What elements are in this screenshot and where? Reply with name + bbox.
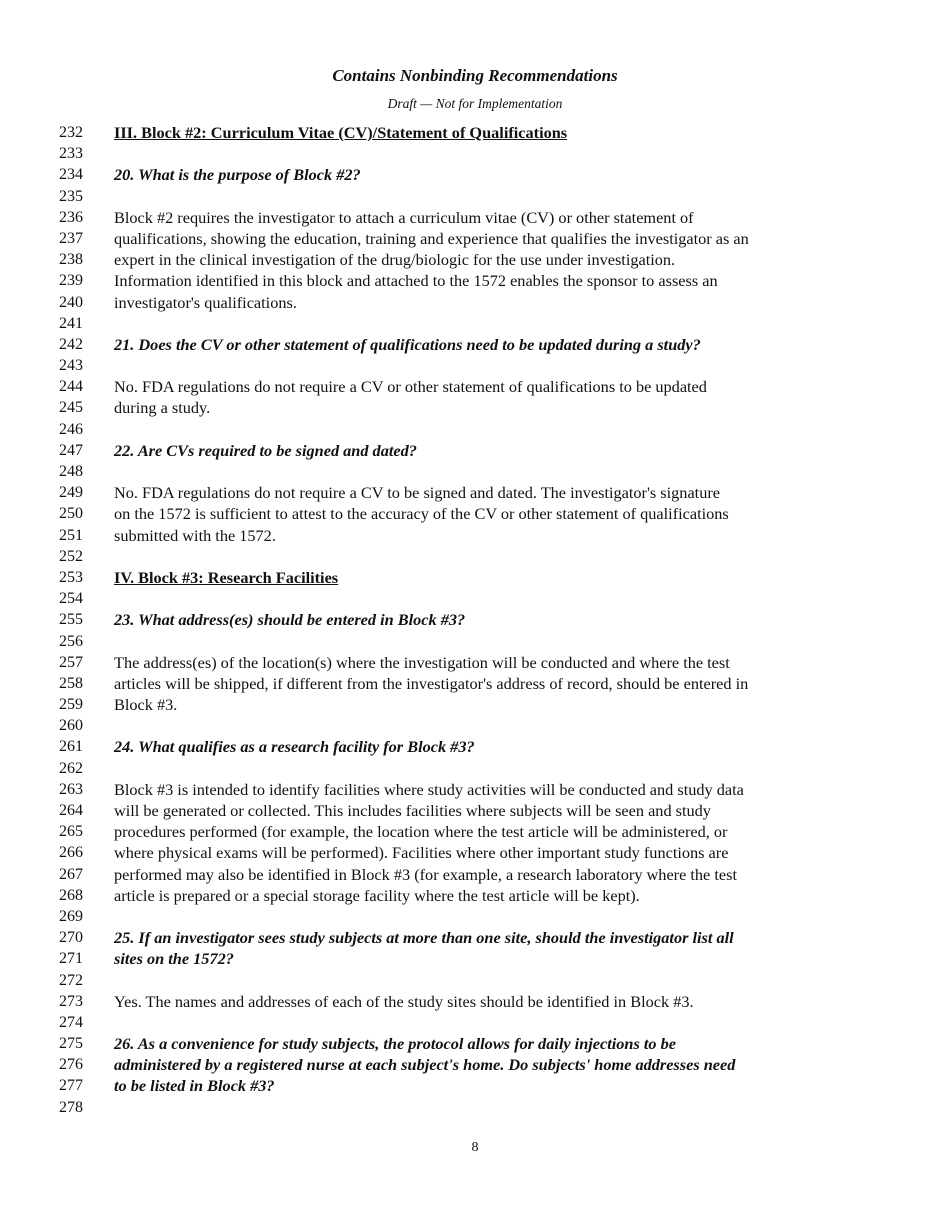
- line-number: 247: [59, 441, 83, 459]
- line-number: 260: [59, 717, 83, 735]
- body-text: investigator's qualifications.: [114, 292, 297, 312]
- line-number: 246: [59, 420, 83, 438]
- document-line: [0, 673, 950, 694]
- question-text: to be listed in Block #3?: [114, 1076, 275, 1096]
- line-number: 241: [59, 314, 83, 332]
- line-number: 255: [59, 611, 83, 629]
- document-line: [0, 440, 950, 461]
- document-line: [0, 419, 950, 440]
- line-number: 259: [59, 696, 83, 714]
- section-heading: III. Block #2: Curriculum Vitae (CV)/Statement of Qualifications: [114, 123, 568, 142]
- document-line: [0, 1033, 950, 1054]
- document-line: [0, 842, 950, 863]
- body-text: during a study.: [114, 398, 211, 418]
- line-number: 266: [59, 844, 83, 862]
- line-number: 273: [59, 992, 83, 1010]
- line-number: 254: [59, 590, 83, 608]
- line-number: 234: [59, 166, 83, 184]
- line-number: 262: [59, 759, 83, 777]
- document-line: [0, 270, 950, 291]
- line-number: 258: [59, 674, 83, 692]
- body-text: article is prepared or a special storage facility where the test article will be kept).: [114, 885, 640, 905]
- document-line: [0, 143, 950, 164]
- question-text: administered by a registered nurse at each subject's home. Do subjects' home addresses need: [114, 1055, 736, 1075]
- section-heading: IV. Block #3: Research Facilities: [114, 567, 339, 587]
- line-number: 242: [59, 335, 83, 353]
- line-number: 237: [59, 229, 83, 247]
- document-line: [0, 631, 950, 652]
- document-line: [0, 1012, 950, 1033]
- document-line: [0, 1075, 950, 1096]
- line-number: 235: [59, 187, 83, 205]
- line-number: 249: [59, 484, 83, 502]
- question-text: sites on the 1572?: [114, 949, 234, 969]
- line-number: 278: [59, 1098, 83, 1116]
- line-number: 272: [59, 971, 83, 989]
- document-line: [0, 546, 950, 567]
- line-number: 233: [59, 145, 83, 163]
- document-line: [0, 991, 950, 1012]
- document-line: [0, 736, 950, 757]
- line-number: 267: [59, 865, 83, 883]
- document-line: [0, 186, 950, 207]
- body-text: submitted with the 1572.: [114, 525, 276, 545]
- body-text: qualifications, showing the education, training and experience that qualifies the investigator as an: [114, 228, 749, 248]
- document-line: [0, 821, 950, 842]
- body-text: Block #3 is intended to identify facilities where study activities will be conducted and study data: [114, 779, 744, 799]
- document-line: [0, 228, 950, 249]
- page-number: 8: [471, 1140, 479, 1155]
- line-number: 274: [59, 1013, 83, 1031]
- document-line: [0, 800, 950, 821]
- line-number: 271: [59, 950, 83, 968]
- line-number: 240: [59, 293, 83, 311]
- page-header-title: Contains Nonbinding Recommendations: [332, 66, 618, 85]
- body-text: The address(es) of the location(s) where the investigation will be conducted and where the test: [114, 652, 730, 672]
- line-number: 244: [59, 378, 83, 396]
- line-number: 261: [59, 738, 83, 756]
- body-text: where physical exams will be performed). Facilities where other important study functions are: [114, 843, 729, 863]
- document-line: [0, 355, 950, 376]
- document-line: [0, 694, 950, 715]
- document-line: [0, 948, 950, 969]
- line-number: 251: [59, 526, 83, 544]
- body-text: Yes. The names and addresses of each of the study sites should be identified in Block #3.: [114, 991, 694, 1011]
- body-text: articles will be shipped, if different from the investigator's address of record, should be entered in: [114, 673, 749, 693]
- line-number: 268: [59, 886, 83, 904]
- page-header-subtitle: Draft — Not for Implementation: [387, 96, 563, 111]
- body-text: on the 1572 is sufficient to attest to the accuracy of the CV or other statement of qualifications: [114, 504, 729, 524]
- line-number: 245: [59, 399, 83, 417]
- line-number: 275: [59, 1035, 83, 1053]
- line-number: 250: [59, 505, 83, 523]
- body-text: Block #3.: [114, 695, 178, 715]
- document-line: [0, 588, 950, 609]
- document-line: [0, 482, 950, 503]
- document-line: [0, 292, 950, 313]
- document-line: [0, 779, 950, 800]
- document-line: [0, 864, 950, 885]
- line-number: 252: [59, 547, 83, 565]
- document-line: [0, 609, 950, 630]
- question-text: 25. If an investigator sees study subjects at more than one site, should the investigator list all: [114, 928, 734, 948]
- body-text: performed may also be identified in Block #3 (for example, a research laboratory where the test: [114, 864, 737, 884]
- line-number: 276: [59, 1056, 83, 1074]
- document-line: [0, 652, 950, 673]
- line-number: 257: [59, 653, 83, 671]
- document-line: [0, 164, 950, 185]
- question-text: 24. What qualifies as a research facility for Block #3?: [114, 737, 475, 757]
- line-number: 270: [59, 929, 83, 947]
- document-line: [0, 525, 950, 546]
- document-line: [0, 249, 950, 270]
- document-line: [0, 397, 950, 418]
- document-line: [0, 567, 950, 588]
- document-line: [0, 122, 950, 143]
- line-number: 236: [59, 208, 83, 226]
- document-line: [0, 715, 950, 736]
- body-text: procedures performed (for example, the location where the test article will be administered, or: [114, 822, 728, 842]
- document-line: [0, 970, 950, 991]
- line-number: 256: [59, 632, 83, 650]
- line-number: 238: [59, 251, 83, 269]
- body-text: will be generated or collected. This includes facilities where subjects will be seen and study: [114, 801, 711, 820]
- body-text: No. FDA regulations do not require a CV to be signed and dated. The investigator's signature: [114, 483, 720, 503]
- question-text: 26. As a convenience for study subjects, the protocol allows for daily injections to be: [114, 1034, 676, 1054]
- question-text: 22. Are CVs required to be signed and dated?: [114, 440, 417, 460]
- line-number: 277: [59, 1077, 83, 1095]
- document-line: [0, 927, 950, 948]
- question-text: 20. What is the purpose of Block #2?: [114, 165, 361, 185]
- body-text: expert in the clinical investigation of the drug/biologic for the use under investigation.: [114, 250, 676, 270]
- body-text: Information identified in this block and attached to the 1572 enables the sponsor to assess an: [114, 271, 718, 291]
- body-text: Block #2 requires the investigator to attach a curriculum vitae (CV) or other statement of: [114, 207, 694, 227]
- line-number: 243: [59, 357, 83, 375]
- document-line: [0, 313, 950, 334]
- document-line: [0, 885, 950, 906]
- document-body: [0, 122, 950, 1118]
- line-number: 253: [59, 568, 83, 586]
- body-text: No. FDA regulations do not require a CV or other statement of qualifications to be updated: [114, 377, 707, 397]
- document-line: [0, 461, 950, 482]
- document-line: [0, 503, 950, 524]
- document-line: [0, 207, 950, 228]
- line-number: 263: [59, 780, 83, 798]
- document-line: [0, 376, 950, 397]
- line-number: 239: [59, 272, 83, 290]
- document-line: [0, 334, 950, 355]
- document-line: [0, 758, 950, 779]
- line-number: 264: [59, 802, 83, 819]
- document-line: [0, 906, 950, 927]
- line-number: 269: [59, 907, 83, 925]
- document-line: [0, 1054, 950, 1075]
- document-line: [0, 1097, 950, 1118]
- question-text: 21. Does the CV or other statement of qualifications need to be updated during a study?: [114, 334, 701, 354]
- line-number: 232: [59, 124, 83, 141]
- line-number: 265: [59, 823, 83, 841]
- line-number: 248: [59, 463, 83, 480]
- question-text: 23. What address(es) should be entered in Block #3?: [114, 610, 466, 630]
